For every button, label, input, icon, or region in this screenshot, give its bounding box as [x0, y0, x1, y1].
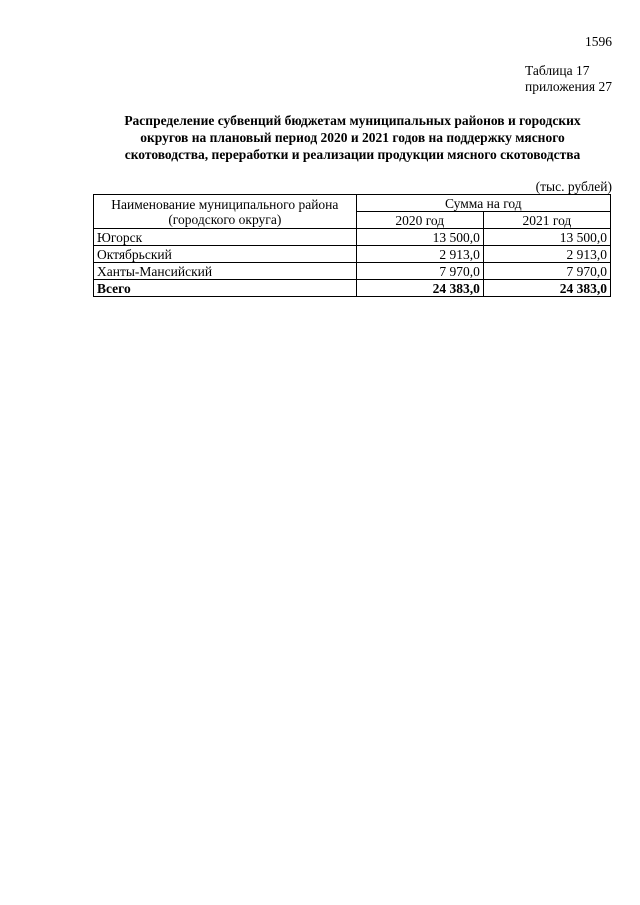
header-municipality-line: (городского округа)	[168, 211, 282, 227]
total-amount-2020: 24 383,0	[356, 280, 483, 297]
row-municipality: Ханты-Мансийский	[94, 263, 357, 280]
header-year-2021: 2021 год	[483, 212, 610, 229]
row-municipality: Октябрьский	[94, 246, 357, 263]
total-label: Всего	[94, 280, 357, 297]
table-reference-number: Таблица 17	[524, 63, 590, 78]
subvention-table	[93, 194, 611, 297]
header-sum-per-year: Сумма на год	[356, 195, 610, 212]
row-amount-2020: 13 500,0	[356, 229, 483, 246]
row-amount-2021: 7 970,0	[483, 263, 610, 280]
table-row	[94, 246, 611, 263]
row-amount-2021: 13 500,0	[483, 229, 610, 246]
table-reference	[525, 63, 612, 95]
header-municipality-line: Наименование муниципального района	[111, 196, 339, 212]
table-header-row	[94, 195, 611, 212]
units-note: (тыс. рублей)	[535, 179, 612, 194]
row-amount-2021: 2 913,0	[483, 246, 610, 263]
total-amount-2021: 24 383,0	[483, 280, 610, 297]
table-reference-appendix: приложения 27	[524, 79, 612, 94]
header-year-2020: 2020 год	[356, 212, 483, 229]
table-row	[94, 263, 611, 280]
title-line: Распределение субвенций бюджетам муниципальных районов и городских	[124, 113, 581, 128]
page-number: 1596	[585, 34, 612, 49]
row-amount-2020: 2 913,0	[356, 246, 483, 263]
table-row	[94, 229, 611, 246]
header-municipality	[94, 195, 357, 229]
title-line: скотоводства, переработки и реализации продукции мясного скотоводства	[124, 147, 581, 162]
document-title	[90, 112, 615, 163]
table-total-row	[94, 280, 611, 297]
title-line: округов на плановый период 2020 и 2021 годов на поддержку мясного	[140, 130, 565, 145]
row-amount-2020: 7 970,0	[356, 263, 483, 280]
row-municipality: Югорск	[94, 229, 357, 246]
